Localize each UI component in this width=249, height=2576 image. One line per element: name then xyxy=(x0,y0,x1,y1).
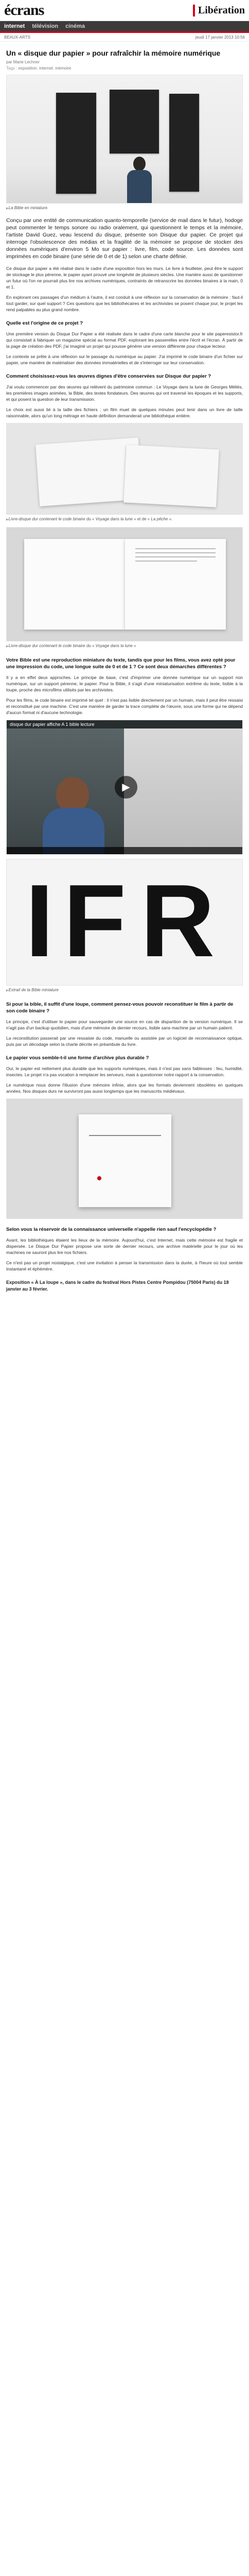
open-book-photo xyxy=(6,527,243,641)
visitor-head xyxy=(133,157,146,171)
interview-answer: Oui, le papier est nettement plus durable que les supports numériques, mais il n'est pas sans faiblesses : feu, humidité, insectes. Le projet n'a pas vocation à remplacer les serveurs, mais à questionner notre rapport à la conservation. xyxy=(6,1066,243,1077)
figure-caption: ▶ La Bible en miniature. xyxy=(6,205,243,212)
ecrans-logo[interactable]: écrans xyxy=(4,2,44,19)
nav-item-internet[interactable]: internet xyxy=(4,23,25,29)
bible-extract-photo xyxy=(6,859,243,986)
figure-bible-extract xyxy=(6,859,243,994)
interview-question: Comment choisissez-vous les œuvres dignes d'être conservées sur Disque dur papier ? xyxy=(6,374,211,379)
interview-answer: Avant, les bibliothèques étaient les lieux de la mémoire. Aujourd'hui, c'est Internet, mais cette mémoire est fragile et dispersée. Le Disque Dur Papier propose une sorte de dernier recours, une archive matérielle pour le jour où les machines ne sauront plus lire nos fichiers. xyxy=(6,1238,243,1255)
interview-question: Votre Bible est une reproduction miniature du texte, tandis que pour les films, vous avez opté pour une impression du code, une longue suite de 0 et de 1 ? Ce sont deux démarches différentes ? xyxy=(6,657,236,670)
video-player[interactable] xyxy=(6,720,243,855)
tag-link[interactable]: exposition xyxy=(18,66,37,71)
visitor-body xyxy=(127,170,152,203)
tag-link[interactable]: internet xyxy=(39,66,53,71)
letter-glyph: I xyxy=(25,863,54,978)
article-date: jeudi 17 janvier 2013 10:56 xyxy=(195,35,245,40)
body-paragraph: Ce disque dur papier a été réalisé dans le cadre d'une exposition hors les murs. Le livre à feuilleter, peut être le support de stockage le plus pérenne, le papier ayant prouvé une longévité de plusieurs siècles. Une manière aussi de questionner un futur où l'on ne pourrait plus lire nos archives numériques, contraints de retranscrire les données binaires à la main, 0 et 1. xyxy=(6,266,243,290)
figure-caption: ▶ Livre-disque dur contenant le code binaire du « Voyage dans la lune » xyxy=(6,643,243,650)
video-title[interactable]: disque dur papier affiche A 1 bible lecture xyxy=(7,720,242,728)
closed-book-photo xyxy=(6,1098,243,1219)
interview-answer: Le principe, c'est d'utiliser le papier pour sauvegarder une source en cas de disparition de la version numérique. Il se n'agit pas d'un backup quotidien, mais d'une mémoire de dernier recours, lisible sans machine par un humain patient. xyxy=(6,1019,243,1030)
interview-answer: La reconstitution passerait par une ressaisie du code, manuelle ou assistée par un logiciel de reconnaissance optique, puis par un décodage selon la charte décrite en préambule du livre. xyxy=(6,1036,243,1047)
book-cover-rule xyxy=(89,1135,161,1136)
interview-question: Selon vous la réservoir de la connaissance universelle n'appelle rien sauf l'encyclopédie ? xyxy=(6,1227,217,1232)
book-page-left xyxy=(24,539,125,630)
artwork-frame xyxy=(56,93,96,194)
figure-caption: ▶ Livre-disque dur contenant le code binaire du « Voyage dans la lune » et de « La pêche ». xyxy=(6,516,243,523)
figure-gallery xyxy=(6,75,243,212)
event-info: Exposition « À La loupe », dans le cadre du festival Hors Pistes Centre Pompidou (75004 Paris) du 18 janvier au 3 février. xyxy=(6,1280,229,1292)
figure-books xyxy=(6,423,243,523)
interview-answer: Ce n'est pas un projet nostalgique, c'est une invitation à penser la transmission dans la durée, à l'heure où tout semble instantané et éphémère. xyxy=(6,1260,243,1272)
figure-video xyxy=(6,720,243,855)
nav-item-cinema[interactable]: cinéma xyxy=(65,23,85,29)
main-nav xyxy=(0,21,249,33)
figure-caption: ▶ Extrait de la Bible miniature xyxy=(6,987,243,994)
binary-code-line xyxy=(135,552,216,553)
interview-answer: J'ai voulu commencer par des œuvres qui relèvent du patrimoine commun : Le Voyage dans la lune de Georges Méliès, les premières images animées, la Bible, des textes fondateurs. Des œuvres qui ont traversé les époques et les supports, et qui posent la question de leur transmission. xyxy=(6,384,243,402)
masthead xyxy=(0,0,249,21)
video-still-wall xyxy=(124,728,242,854)
nav-item-television[interactable]: télévision xyxy=(32,23,59,29)
video-controls-bar[interactable] xyxy=(7,847,242,854)
tags-label: Tags : xyxy=(6,66,17,71)
article-title: Un « disque dur papier » pour rafraîchir la mémoire numérique xyxy=(6,49,221,57)
interview-question: Le papier vous semble-t-il une forme d'archive plus durable ? xyxy=(6,1055,149,1061)
article-tags: Tags : exposition, internet, mémoire xyxy=(6,66,72,71)
article xyxy=(0,42,249,1303)
artwork-frame xyxy=(110,90,159,154)
interview-answer: Il y a en effet deux approches. Le principe de base, c'est d'imprimer une donnée numérique sur un support non numérique, sur un support pérenne, le papier. Pour la Bible, il s'agit d'une miniaturisation extrême du texte, lisible à la loupe, proche des microfilms utilisés par les archivistes. xyxy=(6,675,243,692)
interview-answer: Le choix est aussi lié à la taille des fichiers : un film muet de quelques minutes peut tenir dans un livre de taille raisonnable, alors qu'un long métrage en haute définition demanderait une bibliothèque entière. xyxy=(6,407,243,418)
book-cover xyxy=(79,1114,171,1207)
play-icon[interactable]: ▶ xyxy=(115,776,137,799)
figure-closed-book xyxy=(6,1098,243,1219)
interview-answer: Pour les films, le code binaire est imprimé tel quel : il n'est pas lisible directement par un humain, mais il peut être ressaisi et reconstitué par une machine. C'est une manière de garder la trace complète de l'œuvre, sous une forme qui ne dépend d'aucun format ni d'aucune technologie. xyxy=(6,698,243,715)
letter-glyph: F xyxy=(63,863,127,978)
body-paragraph: En explorant ces passages d'un médium à l'autre, il est conduit à une réflexion sur la conservation de la mémoire : faut-il tout garder, sur quel support ? Ces questions que les bibliothécaires et les archivistes se posent chaque jour, le projet les rend palpables au plus grand nombre. xyxy=(6,295,243,312)
interview-question: Quelle est l'origine de ce projet ? xyxy=(6,320,83,326)
interview-answer: Le numérique nous donne l'illusion d'une mémoire infinie, alors que les formats deviennent obsolètes en quelques années. Nos disques durs ne survivront pas aussi longtemps que les manuscrits médiévaux. xyxy=(6,1082,243,1094)
sub-bar xyxy=(0,33,249,42)
figure-open-book xyxy=(6,527,243,650)
tag-link[interactable]: mémoire xyxy=(55,66,72,71)
interview-question: Si pour la bible, il suffit d'une loupe, comment pensez-vous pouvoir reconstituer le film à partir de son code binaire ? xyxy=(6,1002,234,1014)
article-byline: par Marie Lechner xyxy=(6,60,40,64)
book-disk xyxy=(123,445,219,507)
liberation-logo[interactable]: Libération xyxy=(193,5,245,16)
books-photo xyxy=(6,423,243,515)
breadcrumb[interactable]: BEAUX-ARTS xyxy=(4,35,30,40)
binary-code-line xyxy=(135,556,216,557)
artwork-frame xyxy=(169,94,199,192)
lead-paragraph: Conçu par une entité de communication quanto-temporelle (service de mail dans le futur), hodoge peut commenter le temps sonore ou radio oralement, qui questionnent le temps et la mémoire, l'artiste David Guez, veau lescend du disque, présente son Disque dur papier. Ce projet qui interroge l'obsolescence des médias et la fragilité de la mémoire se propose de stocker des données numériques d'environ 5 Mo sur papier : livre, film, code source. Les données sont imprimées en code binaire (une série de 0 et de 1) selon une charte définie. xyxy=(6,217,243,260)
book-cover-mark xyxy=(97,1176,101,1180)
binary-code-line xyxy=(135,561,197,562)
interview-answer: Une première version du Disque Dur Papier a été réalisée dans le cadre d'une carte blanche pour le site paperesistor.fr qui consistait à fabriquer un magazine spécial au format PDF, explorant les passerelles entre l'écrit et l'écran. À partir de la page de création des PDF, j'ai imaginé un projet qui pousse générer une version différente pour chaque lecteur. xyxy=(6,331,243,349)
letter-glyph: R xyxy=(140,863,215,978)
interview-answer: Le contexte se prête à une réflexion sur le passage du numérique au papier. J'ai imprimé le code binaire d'un fichier sur papier, une manière de matérialiser des données immatérielles et de s'interroger sur leur conservation. xyxy=(6,354,243,365)
binary-code-line xyxy=(135,548,216,549)
gallery-photo xyxy=(6,75,243,204)
